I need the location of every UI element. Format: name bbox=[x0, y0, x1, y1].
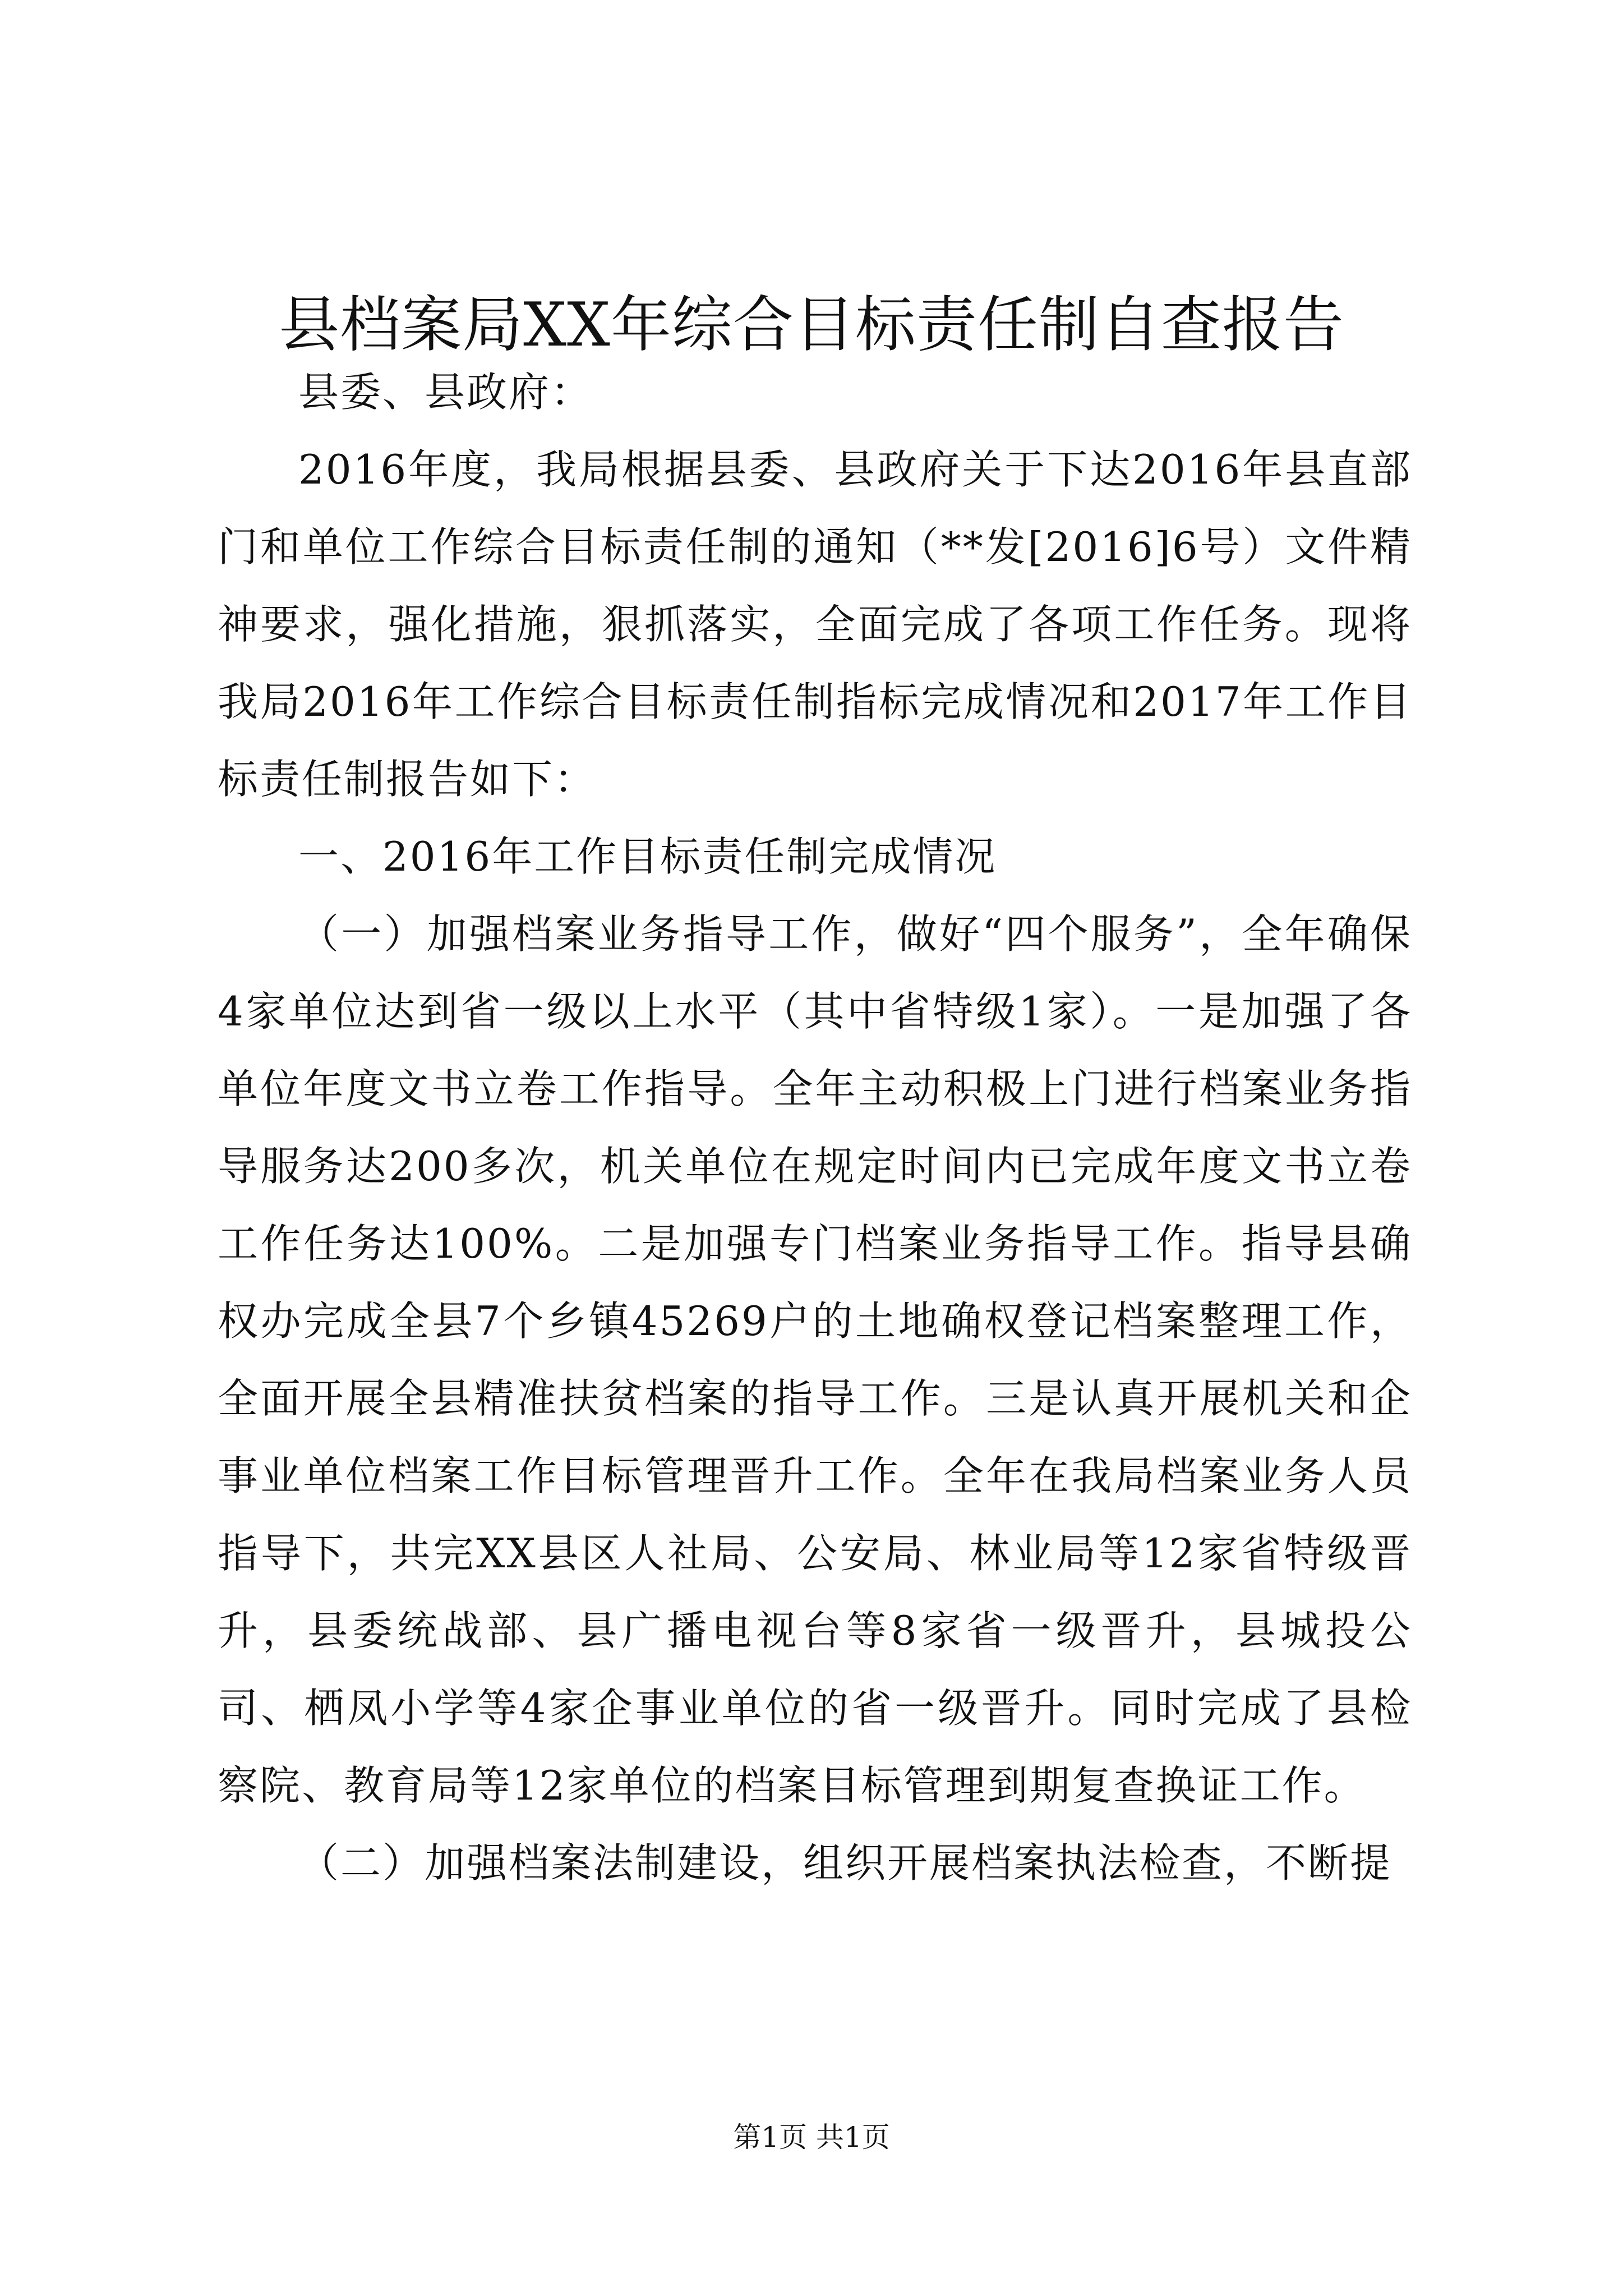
paragraph-intro: 2016年度，我局根据县委、县政府关于下达2016年县直部门和单位工作综合目标责任制的通知（**发[2016]6号）文件精神要求，强化措施，狠抓落实，全面完成了各项工作任务。现将我局2016年工作综合目标责任制指标完成情况和2017年工作目标责任制报告如下： bbox=[218, 446, 1412, 803]
paragraph-subsection-2: （二）加强档案法制建设，组织开展档案执法检查，不断提 bbox=[298, 1839, 1393, 1887]
section-heading-1: 一、2016年工作目标责任制完成情况 bbox=[298, 833, 997, 880]
salutation: 县委、县政府： bbox=[298, 369, 593, 416]
document-body bbox=[218, 353, 1412, 1902]
paragraph-subsection-1: （一）加强档案业务指导工作，做好“四个服务”，全年确保4家单位达到省一级以上水平（其中省特级1家）。一是加强了各单位年度文书立卷工作指导。全年主动积极上门进行档案业务指导服务达200多次，机关单位在规定时间内已完成年度文书立卷工作任务达100%。二是加强专门档案业务指导工作。指导县确权办完成全县7个乡镇45269户的土地确权登记档案整理工作，全面开展全县精准扶贫档案的指导工作。三是认真开展机关和企事业单位档案工作目标管理晋升工作。全年在我局档案业务人员指导下，共完XX县区人社局、公安局、林业局等12家省特级晋升，县委统战部、县广播电视台等8家省一级晋升，县城投公司、栖凤小学等4家企事业单位的省一级晋升。同时完成了县检察院、教育局等12家单位的档案目标管理到期复查换证工作。 bbox=[218, 910, 1412, 1809]
page-footer: 第1页 共1页 bbox=[733, 2121, 890, 2154]
document-title: 县档案局XX年综合目标责任制自查报告 bbox=[279, 290, 1344, 360]
